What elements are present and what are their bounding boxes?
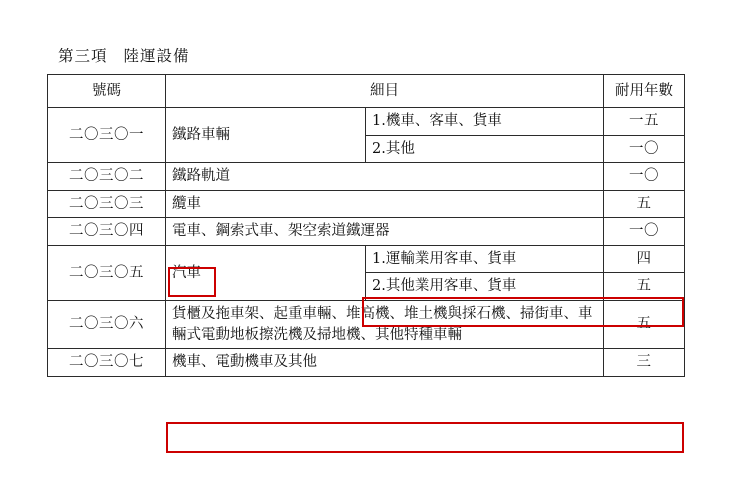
cell-item: 貨櫃及拖車架、起重車輛、堆高機、堆土機與採石機、掃街車、車輛式電動地板擦洗機及掃地機、其他特種車輛 — [166, 301, 604, 349]
cell-detail: 1.機車、客車、貨車 — [366, 108, 604, 136]
cell-item: 汽車 — [166, 245, 366, 300]
page-title — [58, 44, 190, 66]
cell-code: 二〇三〇七 — [48, 349, 166, 377]
page-title-section: 第三項 — [58, 47, 108, 65]
table-row — [48, 245, 685, 273]
cell-years: 一〇 — [604, 218, 685, 246]
cell-code: 二〇三〇四 — [48, 218, 166, 246]
depreciation-table — [47, 74, 685, 377]
cell-years: 一〇 — [604, 135, 685, 163]
cell-item: 機車、電動機車及其他 — [166, 349, 604, 377]
column-header-years: 耐用年數 — [604, 75, 685, 108]
table-row — [48, 190, 685, 218]
cell-item: 鐵路軌道 — [166, 163, 604, 191]
cell-detail: 2.其他業用客車、貨車 — [366, 273, 604, 301]
cell-code: 二〇三〇六 — [48, 301, 166, 349]
cell-years: 五 — [604, 273, 685, 301]
column-header-code: 號碼 — [48, 75, 166, 108]
cell-years: 五 — [604, 301, 685, 349]
column-header-detail: 細目 — [166, 75, 604, 108]
highlight-motorcycle-row — [166, 422, 684, 453]
table-row — [48, 218, 685, 246]
cell-item: 纜車 — [166, 190, 604, 218]
table-row — [48, 349, 685, 377]
page-title-text: 陸運設備 — [123, 47, 190, 65]
cell-item: 鐵路車輛 — [166, 108, 366, 163]
cell-code: 二〇三〇一 — [48, 108, 166, 163]
cell-years: 四 — [604, 245, 685, 273]
cell-years: 一五 — [604, 108, 685, 136]
cell-detail: 1.運輸業用客車、貨車 — [366, 245, 604, 273]
cell-detail: 2.其他 — [366, 135, 604, 163]
table-header-row — [48, 75, 685, 108]
table-row — [48, 163, 685, 191]
cell-code: 二〇三〇二 — [48, 163, 166, 191]
cell-years: 三 — [604, 349, 685, 377]
cell-years: 一〇 — [604, 163, 685, 191]
cell-years: 五 — [604, 190, 685, 218]
table-row — [48, 301, 685, 349]
cell-item: 電車、鋼索式車、架空索道鐵運器 — [166, 218, 604, 246]
table-row — [48, 108, 685, 136]
cell-code: 二〇三〇三 — [48, 190, 166, 218]
cell-code: 二〇三〇五 — [48, 245, 166, 300]
